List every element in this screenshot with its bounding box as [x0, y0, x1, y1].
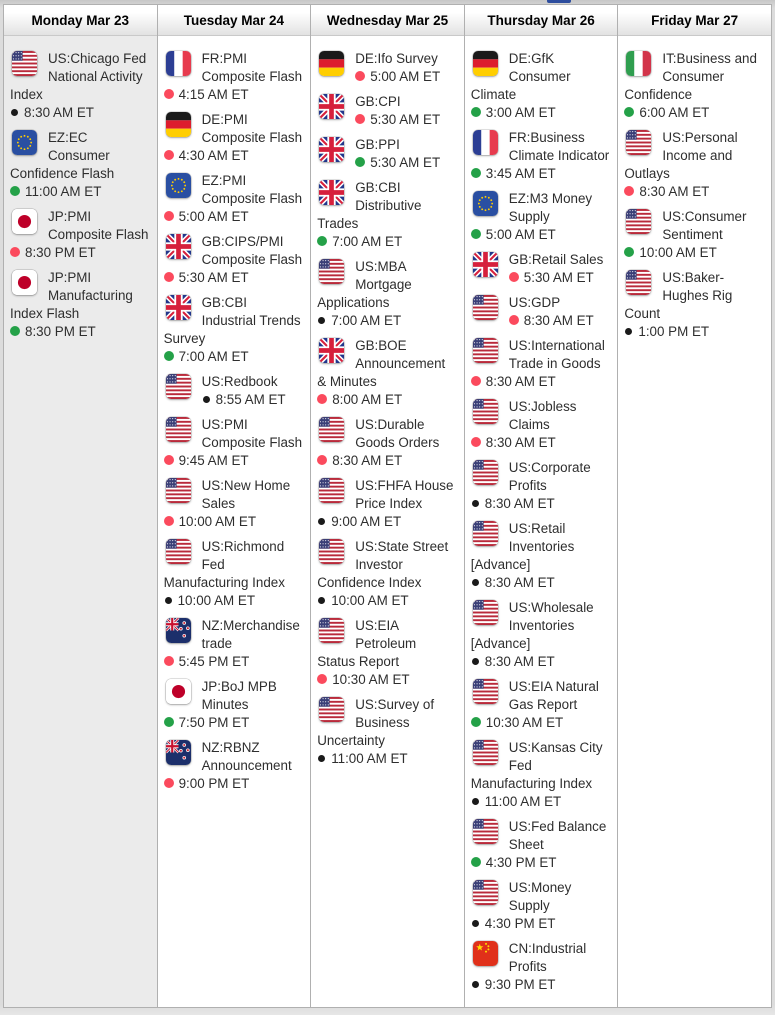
ez-flag-icon: [12, 130, 37, 155]
calendar-event[interactable]: [471, 50, 612, 122]
day-header: Tuesday Mar 24: [158, 5, 311, 36]
green-release-dot: [471, 717, 481, 727]
event-title: US:Jobless Claims: [508, 399, 577, 432]
day-header: Wednesday Mar 25: [311, 5, 464, 36]
event-title: GB:CBI Industrial Trends Survey: [163, 295, 301, 346]
event-time-text: 10:00 AM ET: [177, 593, 256, 608]
event-title: IT:Business and Consumer Confidence: [624, 51, 757, 102]
event-title: US:EIA Natural Gas Report: [508, 679, 599, 712]
event-time-text: 10:00 AM ET: [331, 593, 409, 608]
calendar-event[interactable]: [317, 337, 458, 409]
event-time-text: 5:00 AM ET: [178, 209, 249, 224]
gb-flag-icon: [319, 338, 344, 363]
event-time: [317, 750, 458, 768]
event-time-text: 3:00 AM ET: [485, 105, 556, 120]
black-release-dot: [11, 109, 18, 116]
event-time: [10, 244, 151, 262]
event-title: GB:CIPS/PMI Composite Flash: [201, 234, 303, 267]
calendar-event[interactable]: [164, 617, 305, 671]
red-release-dot: [509, 272, 519, 282]
ez-flag-icon: [473, 191, 498, 216]
event-time-text: 8:30 AM ET: [484, 496, 555, 511]
event-time-text: 5:00 AM ET: [485, 227, 556, 242]
event-time-text: 10:00 AM ET: [178, 514, 257, 529]
red-release-dot: [10, 247, 20, 257]
event-time-text: 5:00 AM ET: [370, 69, 441, 84]
red-release-dot: [164, 455, 174, 465]
event-title: JP:PMI Composite Flash: [48, 209, 149, 242]
calendar-event[interactable]: [164, 538, 305, 610]
event-title: EZ:M3 Money Supply: [508, 191, 593, 224]
event-title: US:Consumer Sentiment: [662, 209, 747, 242]
event-time-text: 8:30 PM ET: [25, 324, 96, 339]
event-time: [471, 915, 612, 933]
us-flag-icon: [166, 478, 191, 503]
nz-flag-icon: [166, 740, 191, 765]
event-time-text: 11:00 AM ET: [484, 794, 562, 809]
jp-flag-icon: [166, 679, 191, 704]
event-time: [164, 775, 305, 793]
green-release-dot: [471, 107, 481, 117]
event-title: US:FHFA House Price Index: [355, 478, 454, 511]
red-release-dot: [355, 71, 365, 81]
red-release-dot: [509, 315, 519, 325]
calendar-event[interactable]: [471, 678, 612, 732]
event-time-text: 8:30 AM ET: [485, 374, 556, 389]
green-release-dot: [10, 326, 20, 336]
event-title: US:Richmond Fed Manufacturing Index: [163, 539, 285, 590]
event-time-text: 11:00 AM ET: [25, 184, 102, 199]
event-time: [471, 104, 612, 122]
calendar-event[interactable]: [164, 739, 305, 793]
black-release-dot: [318, 317, 325, 324]
event-time: [624, 104, 765, 122]
event-time: [317, 233, 458, 251]
event-time-text: 4:30 AM ET: [178, 148, 249, 163]
event-time: [164, 147, 305, 165]
calendar-event[interactable]: [10, 50, 151, 122]
calendar-event[interactable]: [317, 416, 458, 470]
event-time: [471, 373, 612, 391]
us-flag-icon: [166, 374, 191, 399]
us-flag-icon: [473, 338, 498, 363]
black-release-dot: [472, 798, 479, 805]
event-title: US:International Trade in Goods: [508, 338, 605, 371]
green-release-dot: [624, 107, 634, 117]
event-time-text: 1:00 PM ET: [638, 324, 710, 339]
event-time-text: 10:30 AM ET: [332, 672, 410, 687]
red-release-dot: [164, 272, 174, 282]
event-time-text: 9:45 AM ET: [178, 453, 249, 468]
event-title: US:Money Supply: [508, 880, 572, 913]
us-flag-icon: [473, 460, 498, 485]
red-release-dot: [164, 211, 174, 221]
event-time-text: 8:30 PM ET: [25, 245, 96, 260]
calendar-event[interactable]: [471, 599, 612, 671]
event-time: [471, 653, 612, 671]
event-time: [10, 104, 151, 122]
event-time-text: 7:50 PM ET: [178, 715, 250, 730]
event-title: US:Redbook: [201, 374, 278, 389]
calendar-event[interactable]: [624, 50, 765, 122]
event-title: US:Retail Inventories [Advance]: [470, 521, 575, 572]
event-time-text: 11:00 AM ET: [331, 751, 408, 766]
event-time: [471, 165, 612, 183]
event-time: [317, 592, 458, 610]
it-flag-icon: [626, 51, 651, 76]
red-release-dot: [471, 376, 481, 386]
event-time-text: 9:30 PM ET: [484, 977, 556, 992]
event-time: [624, 244, 765, 262]
event-time-text: 4:30 PM ET: [484, 916, 556, 931]
us-flag-icon: [319, 539, 344, 564]
calendar-event[interactable]: [317, 477, 458, 531]
red-release-dot: [164, 150, 174, 160]
day-column-3: [465, 5, 619, 1007]
calendar-event[interactable]: [10, 129, 151, 201]
black-release-dot: [318, 518, 325, 525]
event-title: DE:GfK Consumer Climate: [470, 51, 571, 102]
event-time-text: 8:00 AM ET: [332, 392, 403, 407]
day-body: [465, 36, 618, 1007]
calendar-event[interactable]: [317, 93, 458, 129]
fr-flag-icon: [166, 51, 191, 76]
gb-flag-icon: [319, 94, 344, 119]
event-time: [317, 391, 458, 409]
calendar-event[interactable]: [471, 294, 612, 330]
red-release-dot: [164, 778, 174, 788]
green-release-dot: [471, 168, 481, 178]
event-time-text: 10:30 AM ET: [485, 715, 564, 730]
event-time-text: 5:30 AM ET: [178, 270, 249, 285]
event-time: [164, 513, 305, 531]
event-time-text: 8:30 AM ET: [24, 105, 94, 120]
us-flag-icon: [473, 819, 498, 844]
calendar-event[interactable]: [624, 129, 765, 201]
green-release-dot: [624, 247, 634, 257]
event-title: US:State Street Investor Confidence Index: [317, 539, 449, 590]
event-time: [164, 348, 305, 366]
us-flag-icon: [319, 618, 344, 643]
event-title: US:Baker-Hughes Rig Count: [624, 270, 733, 321]
gb-flag-icon: [473, 252, 498, 277]
green-release-dot: [471, 229, 481, 239]
calendar-event[interactable]: [471, 398, 612, 452]
calendar-event[interactable]: [471, 940, 612, 994]
calendar-event[interactable]: [317, 617, 458, 689]
black-release-dot: [472, 920, 479, 927]
day-body: [618, 36, 771, 1007]
us-flag-icon: [12, 51, 37, 76]
red-release-dot: [355, 114, 365, 124]
event-title: EZ:PMI Composite Flash: [201, 173, 303, 206]
event-time: [471, 574, 612, 592]
event-title: US:New Home Sales: [201, 478, 291, 511]
event-time: [471, 714, 612, 732]
event-time-text: 4:30 PM ET: [485, 855, 557, 870]
event-time-text: 10:00 AM ET: [639, 245, 717, 260]
black-release-dot: [318, 597, 325, 604]
event-time: [164, 208, 305, 226]
event-time: [624, 183, 765, 201]
event-title: EZ:EC Consumer Confidence Flash: [10, 130, 115, 181]
day-header: Monday Mar 23: [4, 5, 157, 36]
event-title: GB:BOE Announcement & Minutes: [317, 338, 446, 389]
calendar-event[interactable]: [317, 136, 458, 172]
calendar-event[interactable]: [471, 459, 612, 513]
ez-flag-icon: [166, 173, 191, 198]
red-release-dot: [164, 89, 174, 99]
event-time: [471, 495, 612, 513]
event-title: US:GDP: [508, 295, 561, 310]
jp-flag-icon: [12, 209, 37, 234]
gb-flag-icon: [319, 180, 344, 205]
event-title: US:Kansas City Fed Manufacturing Index: [470, 740, 603, 791]
green-release-dot: [164, 351, 174, 361]
event-time: [164, 714, 305, 732]
event-time-text: 4:15 AM ET: [178, 87, 249, 102]
calendar-board: [3, 4, 772, 1008]
calendar-event[interactable]: [10, 269, 151, 341]
day-body: [158, 36, 311, 1007]
event-title: DE:Ifo Survey: [355, 51, 438, 66]
us-flag-icon: [319, 417, 344, 442]
calendar-event[interactable]: [164, 233, 305, 287]
us-flag-icon: [473, 880, 498, 905]
calendar-event[interactable]: [164, 416, 305, 470]
calendar-event[interactable]: [317, 179, 458, 251]
event-title: US:EIA Petroleum Status Report: [317, 618, 417, 669]
us-flag-icon: [319, 259, 344, 284]
black-release-dot: [472, 658, 479, 665]
calendar-event[interactable]: [10, 208, 151, 262]
us-flag-icon: [166, 417, 191, 442]
green-release-dot: [317, 236, 327, 246]
event-title: US:Personal Income and Outlays: [624, 130, 738, 181]
de-flag-icon: [166, 112, 191, 137]
calendar-event[interactable]: [164, 678, 305, 732]
event-time-text: 5:45 PM ET: [178, 654, 250, 669]
event-time-text: 8:55 AM ET: [215, 392, 286, 407]
us-flag-icon: [626, 130, 651, 155]
us-flag-icon: [473, 679, 498, 704]
calendar-event[interactable]: [471, 818, 612, 872]
calendar-event[interactable]: [164, 294, 305, 366]
event-title: GB:PPI: [355, 137, 400, 152]
event-time-text: 3:45 AM ET: [485, 166, 556, 181]
event-title: DE:PMI Composite Flash: [201, 112, 303, 145]
day-column-0: [4, 5, 158, 1007]
day-body: [4, 36, 157, 1007]
event-time-text: 8:30 AM ET: [332, 453, 403, 468]
event-title: NZ:RBNZ Announcement: [201, 740, 292, 773]
black-release-dot: [165, 597, 172, 604]
calendar-event[interactable]: [164, 172, 305, 226]
event-time: [317, 671, 458, 689]
calendar-event[interactable]: [317, 538, 458, 610]
calendar-event[interactable]: [164, 111, 305, 165]
us-flag-icon: [319, 478, 344, 503]
de-flag-icon: [319, 51, 344, 76]
event-title: GB:CBI Distributive Trades: [317, 180, 422, 231]
event-title: GB:Retail Sales: [508, 252, 604, 267]
calendar-event[interactable]: [164, 373, 305, 409]
event-title: US:Chicago Fed National Activity Index: [10, 51, 147, 102]
black-release-dot: [203, 396, 210, 403]
event-title: US:Fed Balance Sheet: [508, 819, 607, 852]
nz-flag-icon: [166, 618, 191, 643]
event-time-text: 6:00 AM ET: [639, 105, 710, 120]
event-time: [471, 976, 612, 994]
calendar-event[interactable]: [164, 50, 305, 104]
black-release-dot: [625, 328, 632, 335]
event-time-text: 8:30 AM ET: [639, 184, 710, 199]
us-flag-icon: [473, 295, 498, 320]
event-time-text: 9:00 AM ET: [331, 514, 402, 529]
event-time: [317, 452, 458, 470]
green-release-dot: [471, 857, 481, 867]
event-time-text: 7:00 AM ET: [178, 349, 249, 364]
event-time-text: 8:30 AM ET: [523, 313, 594, 328]
calendar-event[interactable]: [317, 696, 458, 768]
black-release-dot: [318, 755, 325, 762]
green-release-dot: [355, 157, 365, 167]
event-time-text: 7:00 AM ET: [332, 234, 403, 249]
us-flag-icon: [473, 600, 498, 625]
red-release-dot: [164, 656, 174, 666]
event-time: [317, 513, 458, 531]
calendar-event[interactable]: [471, 739, 612, 811]
day-column-1: [158, 5, 312, 1007]
event-time: [164, 86, 305, 104]
cn-flag-icon: [473, 941, 498, 966]
black-release-dot: [472, 981, 479, 988]
day-column-2: [311, 5, 465, 1007]
us-flag-icon: [473, 399, 498, 424]
red-release-dot: [624, 186, 634, 196]
event-time: [471, 434, 612, 452]
calendar-event[interactable]: [164, 477, 305, 531]
red-release-dot: [164, 516, 174, 526]
event-time-text: 8:30 AM ET: [485, 435, 556, 450]
event-title: US:PMI Composite Flash: [201, 417, 303, 450]
calendar-event[interactable]: [471, 879, 612, 933]
red-release-dot: [317, 674, 327, 684]
top-blue-marker: [547, 0, 571, 3]
event-title: US:Survey of Business Uncertainty: [317, 697, 435, 748]
red-release-dot: [317, 394, 327, 404]
gb-flag-icon: [166, 234, 191, 259]
event-title: JP:PMI Manufacturing Index Flash: [10, 270, 133, 321]
day-body: [311, 36, 464, 1007]
event-time-text: 8:30 AM ET: [484, 575, 555, 590]
calendar-event[interactable]: [317, 50, 458, 86]
black-release-dot: [472, 500, 479, 507]
green-release-dot: [10, 186, 20, 196]
black-release-dot: [472, 579, 479, 586]
event-title: GB:CPI: [355, 94, 401, 109]
jp-flag-icon: [12, 270, 37, 295]
event-time: [471, 854, 612, 872]
day-column-4: [618, 5, 771, 1007]
event-time: [471, 793, 612, 811]
event-time: [10, 183, 151, 201]
event-title: FR:PMI Composite Flash: [201, 51, 303, 84]
red-release-dot: [471, 437, 481, 447]
day-header: Friday Mar 27: [618, 5, 771, 36]
calendar-event[interactable]: [624, 208, 765, 262]
calendar-event[interactable]: [624, 269, 765, 341]
event-time-text: 5:30 AM ET: [370, 112, 441, 127]
us-flag-icon: [473, 521, 498, 546]
event-title: US:Corporate Profits: [508, 460, 591, 493]
event-time: [317, 312, 458, 330]
event-title: FR:Business Climate Indicator: [508, 130, 610, 163]
event-time-text: 5:30 AM ET: [523, 270, 594, 285]
us-flag-icon: [319, 697, 344, 722]
event-title: US:Durable Goods Orders: [355, 417, 440, 450]
event-title: US:Wholesale Inventories [Advance]: [470, 600, 594, 651]
event-time-text: 8:30 AM ET: [484, 654, 555, 669]
gb-flag-icon: [166, 295, 191, 320]
de-flag-icon: [473, 51, 498, 76]
us-flag-icon: [626, 209, 651, 234]
red-release-dot: [317, 455, 327, 465]
event-time: [624, 323, 765, 341]
event-time-text: 7:00 AM ET: [331, 313, 402, 328]
event-time: [164, 269, 305, 287]
calendar-event[interactable]: [471, 251, 612, 287]
event-time-text: 5:30 AM ET: [370, 155, 441, 170]
event-time: [10, 323, 151, 341]
calendar-event[interactable]: [471, 337, 612, 391]
event-title: JP:BoJ MPB Minutes: [201, 679, 277, 712]
event-title: CN:Industrial Profits: [508, 941, 587, 974]
event-title: US:MBA Mortgage Applications: [317, 259, 412, 310]
calendar-event[interactable]: [471, 129, 612, 183]
calendar-event[interactable]: [471, 520, 612, 592]
event-time: [471, 226, 612, 244]
calendar-event[interactable]: [471, 190, 612, 244]
us-flag-icon: [473, 740, 498, 765]
green-release-dot: [164, 717, 174, 727]
fr-flag-icon: [473, 130, 498, 155]
event-time: [164, 653, 305, 671]
event-title: NZ:Merchandise trade: [201, 618, 300, 651]
calendar-event[interactable]: [317, 258, 458, 330]
event-time: [164, 452, 305, 470]
day-header: Thursday Mar 26: [465, 5, 618, 36]
event-time-text: 9:00 PM ET: [178, 776, 250, 791]
gb-flag-icon: [319, 137, 344, 162]
us-flag-icon: [626, 270, 651, 295]
us-flag-icon: [166, 539, 191, 564]
event-time: [164, 592, 305, 610]
